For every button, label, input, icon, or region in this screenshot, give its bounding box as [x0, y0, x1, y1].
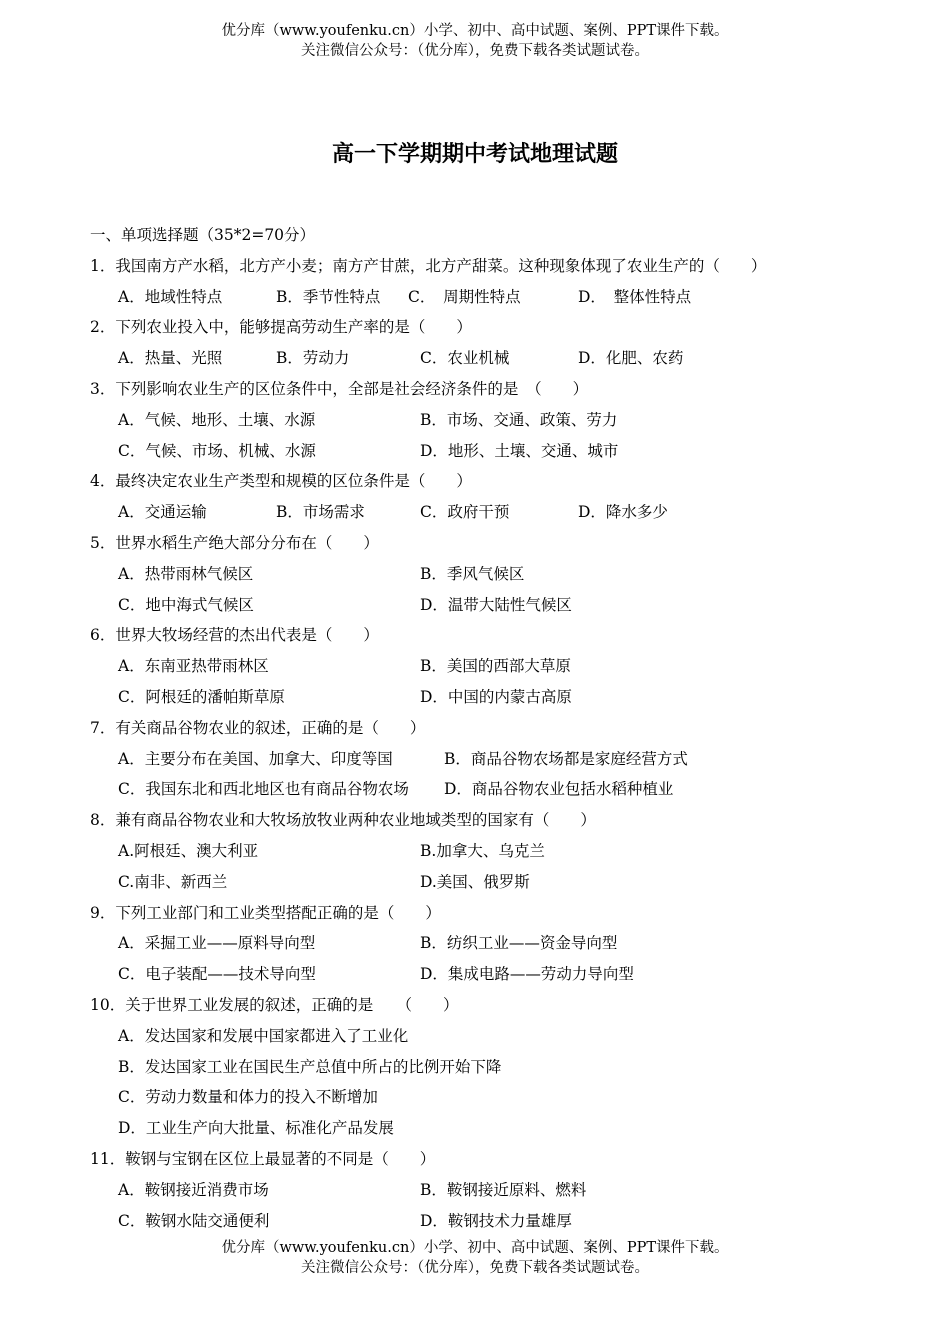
q9-option-a: A．采掘工业——原料导向型: [118, 934, 316, 953]
section-heading: 一、单项选择题（35*2=70分）: [90, 226, 316, 244]
q2-option-b: B．劳动力: [276, 349, 350, 368]
question-7-options-row1: [90, 744, 910, 775]
question-6-options-row1: [90, 651, 910, 682]
q2-option-c: C．农业机械: [420, 349, 510, 368]
question-3-options-row1: [90, 405, 910, 436]
q5-option-b: B．季风气候区: [420, 564, 525, 583]
question-9-options-row2: [90, 959, 910, 990]
q6-option-a: A．东南亚热带雨林区: [118, 657, 269, 676]
question-5-options-row1: [90, 559, 910, 590]
q6-option-b: B．美国的西部大草原: [420, 657, 571, 676]
q5-option-a: A．热带雨林气候区: [118, 564, 254, 583]
exam-content: [90, 220, 910, 1236]
q4-option-c: C．政府干预: [420, 503, 510, 522]
question-8-options-row2: [90, 867, 910, 898]
question-4-stem: 4．最终决定农业生产类型和规模的区位条件是（ ）: [90, 472, 472, 491]
question-7-options-row2: [90, 774, 910, 805]
q1-option-d: D． 整体性特点: [578, 287, 692, 306]
q2-option-a: A．热量、光照: [118, 349, 223, 368]
q7-option-c: C．我国东北和西北地区也有商品谷物农场: [118, 780, 409, 799]
q10-option-d: D．工业生产向大批量、标准化产品发展: [118, 1119, 394, 1138]
page-title: 高一下学期期中考试地理试题: [331, 141, 618, 167]
q3-option-a: A．气候、地形、土壤、水源: [118, 410, 316, 429]
question-10-stem: 10．关于世界工业发展的叙述，正确的是 （ ）: [90, 995, 459, 1014]
question-11-options-row1: [90, 1175, 910, 1206]
footer-line-2: 关注微信公众号：（优分库），免费下载各类试题试卷。: [301, 1260, 649, 1276]
question-10-option-d-row: [90, 1113, 910, 1144]
q8-option-b: B.加拿大、乌克兰: [420, 841, 545, 860]
question-6-stem: 6．世界大牧场经营的杰出代表是（ ）: [90, 626, 379, 645]
q9-option-c: C．电子装配——技术导向型: [118, 965, 316, 984]
q5-option-d: D．温带大陆性气候区: [420, 595, 572, 614]
q10-option-a: A．发达国家和发展中国家都进入了工业化: [118, 1026, 409, 1045]
q5-option-c: C．地中海式气候区: [118, 595, 254, 614]
question-1-stem: 1．我国南方产水稻，北方产小麦；南方产甘蔗，北方产甜菜。这种现象体现了农业生产的（ ）: [90, 256, 767, 275]
q3-option-b: B．市场、交通、政策、劳力: [420, 410, 618, 429]
question-5-options-row2: [90, 590, 910, 621]
question-5-stem: 5．世界水稻生产绝大部分分布在（ ）: [90, 533, 379, 552]
q7-option-d: D．商品谷物农业包括水稻种植业: [444, 780, 674, 799]
question-3-stem: 3．下列影响农业生产的区位条件中，全部是社会经济条件的是 （ ）: [90, 379, 589, 398]
footer-line-1: 优分库（www.youfenku.cn）小学、初中、高中试题、案例、PPT课件下载。: [221, 1240, 729, 1256]
question-11-stem: 11．鞍钢与宝钢在区位上最显著的不同是（ ）: [90, 1149, 436, 1168]
q10-option-c: C．劳动力数量和体力的投入不断增加: [118, 1088, 378, 1107]
question-10-option-c-row: [90, 1082, 910, 1113]
q1-option-b: B．季节性特点: [276, 287, 381, 306]
question-1-options: [90, 282, 910, 313]
q6-option-d: D．中国的内蒙古高原: [420, 687, 572, 706]
question-2-options: [90, 343, 910, 374]
q4-option-b: B．市场需求: [276, 503, 365, 522]
header-line-1: 优分库（www.youfenku.cn）小学、初中、高中试题、案例、PPT课件下载。: [221, 23, 729, 39]
q2-option-d: D．化肥、农药: [578, 349, 684, 368]
question-9-options-row1: [90, 928, 910, 959]
question-6-options-row2: [90, 682, 910, 713]
question-9-stem: 9．下列工业部门和工业类型搭配正确的是（ ）: [90, 903, 441, 922]
q8-option-c: C.南非、新西兰: [118, 872, 228, 891]
q9-option-d: D．集成电路——劳动力导向型: [420, 965, 634, 984]
question-8-stem: 8．兼有商品谷物农业和大牧场放牧业两种农业地域类型的国家有（ ）: [90, 811, 596, 830]
q6-option-c: C．阿根廷的潘帕斯草原: [118, 687, 285, 706]
question-7-stem: 7．有关商品谷物农业的叙述，正确的是（ ）: [90, 718, 426, 737]
q1-option-c: C． 周期性特点: [408, 287, 521, 306]
q11-option-b: B．鞍钢接近原料、燃料: [420, 1180, 587, 1199]
q1-option-a: A．地域性特点: [118, 287, 223, 306]
q3-option-d: D．地形、土壤、交通、城市: [420, 441, 619, 460]
q11-option-a: A．鞍钢接近消费市场: [118, 1180, 269, 1199]
question-2-stem: 2．下列农业投入中，能够提高劳动生产率的是（ ）: [90, 318, 472, 337]
header-line-2: 关注微信公众号：（优分库），免费下载各类试题试卷。: [301, 43, 649, 59]
q7-option-b: B．商品谷物农场都是家庭经营方式: [444, 749, 688, 768]
q8-option-a: A.阿根廷、澳大利亚: [118, 841, 259, 860]
question-4-options: [90, 497, 910, 528]
question-8-options-row1: [90, 836, 910, 867]
q7-option-a: A．主要分布在美国、加拿大、印度等国: [118, 749, 393, 768]
q4-option-d: D．降水多少: [578, 503, 668, 522]
q10-option-b: B．发达国家工业在国民生产总值中所占的比例开始下降: [118, 1057, 502, 1076]
question-10-option-b-row: [90, 1052, 910, 1083]
question-10-option-a-row: [90, 1021, 910, 1052]
q4-option-a: A．交通运输: [118, 503, 207, 522]
q11-option-c: C．鞍钢水陆交通便利: [118, 1211, 270, 1230]
q9-option-b: B．纺织工业——资金导向型: [420, 934, 618, 953]
q8-option-d: D.美国、俄罗斯: [420, 872, 530, 891]
page-footer: [0, 1238, 950, 1278]
q3-option-c: C．气候、市场、机械、水源: [118, 441, 316, 460]
question-11-options-row2: [90, 1206, 910, 1237]
question-3-options-row2: [90, 436, 910, 467]
q11-option-d: D．鞍钢技术力量雄厚: [420, 1211, 572, 1230]
page-header: [0, 21, 950, 61]
